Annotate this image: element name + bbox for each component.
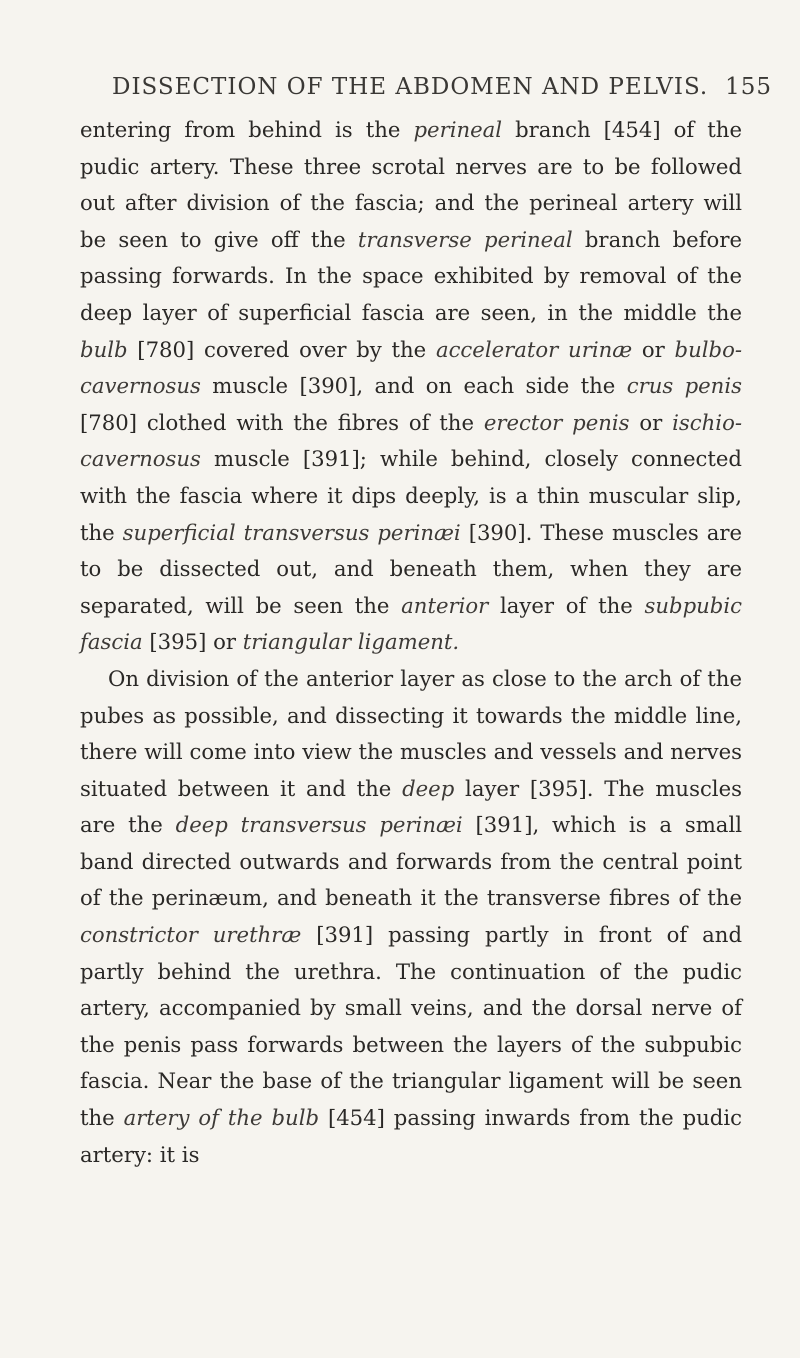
italic-term: erector penis (483, 409, 630, 435)
page-number: 155 (725, 74, 772, 100)
italic-term: accelerator urinæ (435, 336, 633, 362)
italic-term: ischio-cavernosus (80, 409, 742, 472)
italic-term: crus penis (626, 373, 742, 399)
italic-term: subpubic fascia (80, 592, 743, 655)
italic-term: perineal (413, 117, 503, 142)
italic-term: deep transversus perinæi (175, 812, 463, 838)
text-run: or (629, 409, 673, 435)
text-run: [390]. These muscles are to be dissected out, and beneath them, when they are separated, will be seen the (80, 519, 742, 618)
italic-term: triangular ligament. (242, 629, 460, 655)
italic-term: artery of the bulb (123, 1105, 320, 1131)
text-run: [391] passing partly in front of and partly behind the urethra. The continuation of the pudic artery, accompanied by small veins, and the dorsal nerve of the penis pass forwards between the layers of the subpubic fascia. Near the base of the triangular ligament will be seen the (80, 922, 743, 1131)
text-run: muscle [390], and on each side the (200, 373, 627, 399)
text-run: muscle [391]; while behind, closely connected with the fascia where it dips deeply, is a thin muscular slip, the (80, 446, 742, 545)
paragraph-1 (80, 112, 742, 661)
running-head-title: DISSECTION OF THE ABDOMEN AND PELVIS. (112, 74, 709, 100)
text-run: [780] covered over by the (127, 336, 436, 362)
italic-term: superficial transversus perinæi (122, 519, 461, 545)
text-run: or (632, 336, 675, 362)
text-run: layer [395]. The muscles are the (80, 775, 742, 838)
paragraph-2 (80, 661, 742, 1173)
italic-term: anterior (401, 592, 489, 618)
italic-term: bulb (80, 336, 128, 362)
text-run: branch [454] of the pudic artery. These three scrotal nerves are to be followed out after division of the fascia; and the perineal artery will be seen to give off the (80, 117, 742, 252)
text-run: On division of the anterior layer as close to the arch of the pubes as possible, and dissecting it towards the middle line, there will come into view the muscles and vessels and nerves situated between it and the (80, 665, 742, 801)
text-run: entering from behind is the (80, 117, 414, 142)
body-text (80, 112, 742, 1173)
text-run: [454] passing inwards from the pudic artery: it is (80, 1105, 742, 1167)
running-head (112, 74, 772, 100)
italic-term: constrictor urethræ (80, 922, 302, 948)
text-run: layer of the (488, 592, 645, 618)
text-run: [780] clothed with the fibres of the (80, 409, 484, 435)
text-run: [395] or (142, 629, 243, 655)
italic-term: bulbo-cavernosus (80, 336, 742, 399)
text-run: branch before passing forwards. In the space exhibited by removal of the deep layer of superficial fascia are seen, in the middle the (80, 226, 742, 325)
italic-term: transverse perineal (357, 226, 573, 252)
italic-term: deep (402, 775, 455, 801)
text-run: [391], which is a small band directed outwards and forwards from the central point of the perinæum, and beneath it the transverse fibres of the (80, 812, 742, 911)
